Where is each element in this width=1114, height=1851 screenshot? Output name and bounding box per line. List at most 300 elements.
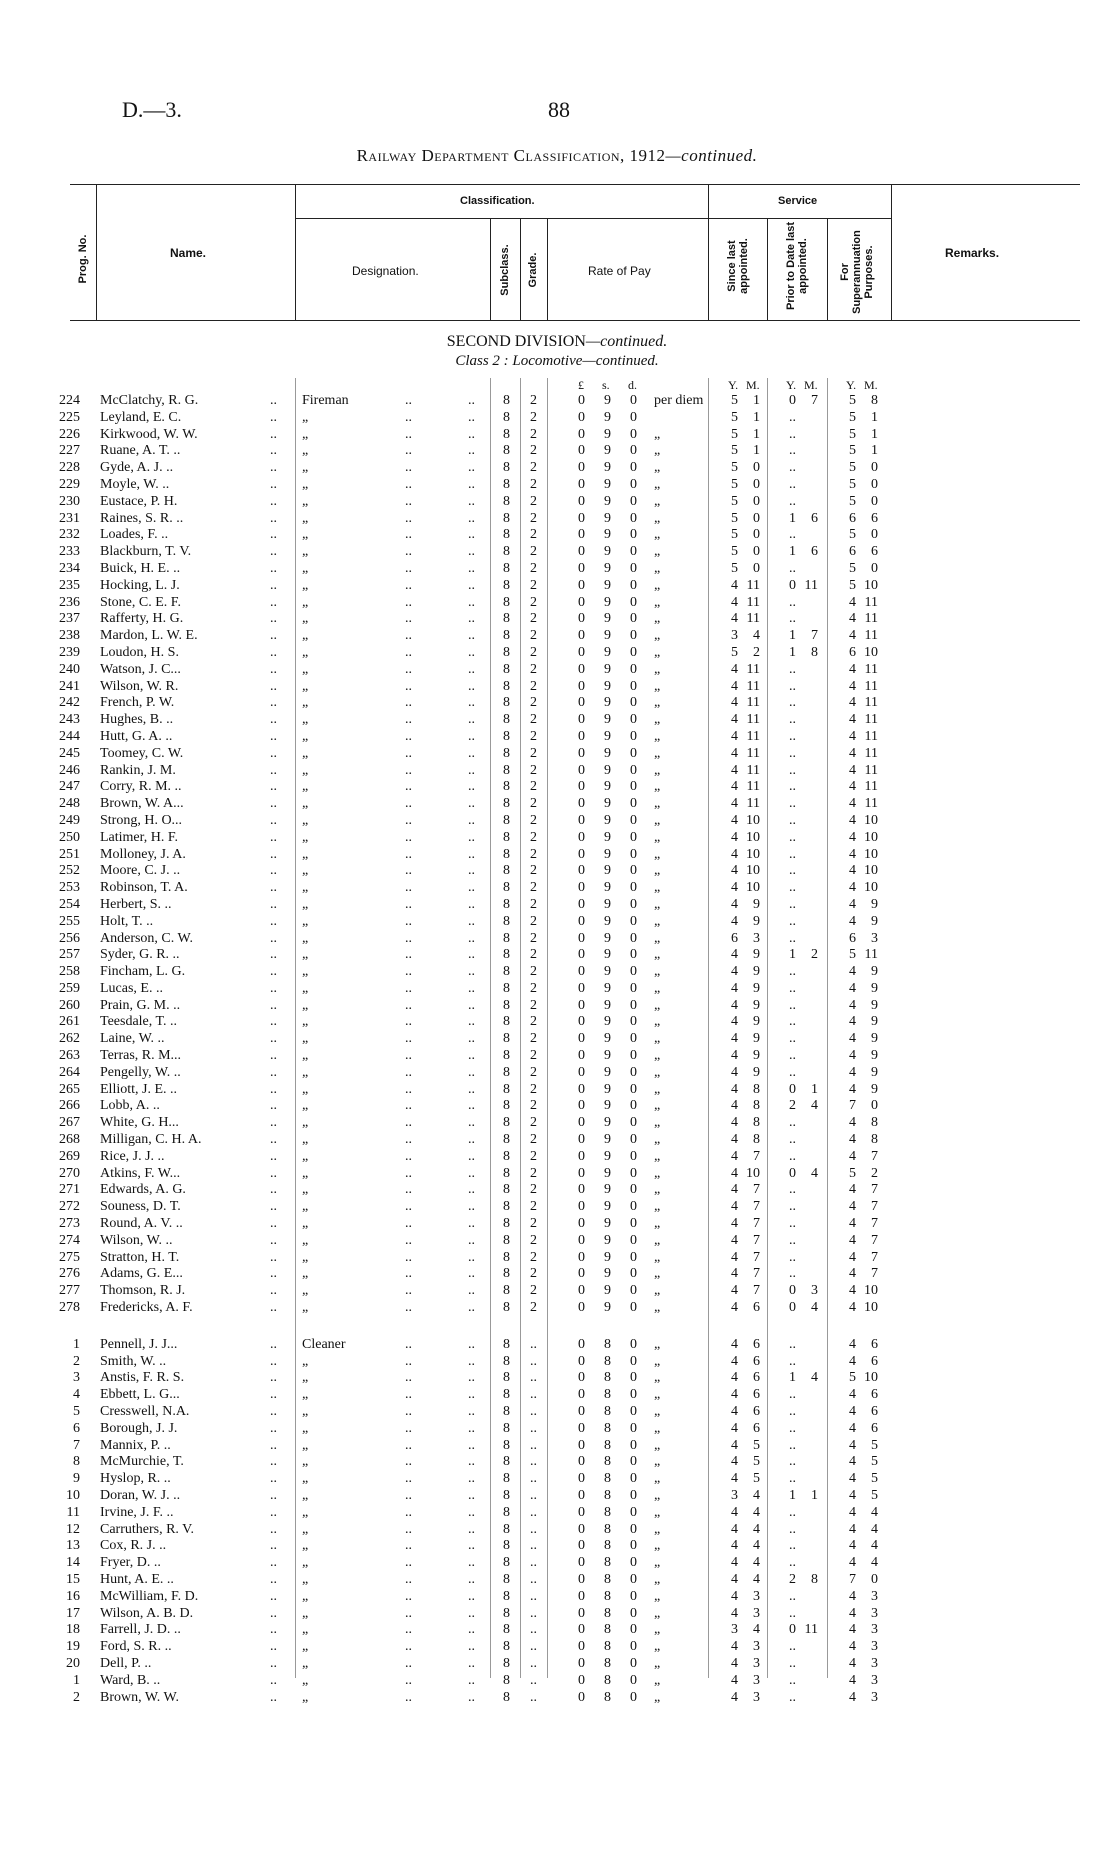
grade-cell: .. — [530, 1370, 537, 1386]
super-months-cell: 4 — [871, 1538, 878, 1554]
super-months-cell: 0 — [871, 493, 878, 509]
pay-unit-cell: „ — [654, 426, 661, 442]
pay-unit-cell: „ — [654, 1605, 661, 1621]
table-row — [0, 1656, 1114, 1673]
designation-cell: „ — [302, 745, 309, 761]
super-years-cell: 4 — [849, 728, 856, 744]
pay-pence-cell: 0 — [630, 1148, 637, 1164]
pay-shillings-cell: 9 — [604, 527, 611, 543]
table-row — [0, 695, 1114, 712]
leader-dots: .. — [405, 863, 412, 879]
page-reference: D.—3. — [122, 97, 182, 122]
prog-no-cell: 12 — [66, 1521, 80, 1537]
unit-super-y: Y. — [846, 378, 857, 392]
table-row — [0, 1065, 1114, 1082]
name-cell: Wilson, W. .. — [100, 1232, 173, 1248]
leader-dots: .. — [405, 728, 412, 744]
since-months-cell: 7 — [753, 1199, 760, 1215]
pay-unit-cell: „ — [654, 460, 661, 476]
subclass-cell: 8 — [503, 1300, 510, 1316]
leader-dots: .. — [270, 661, 277, 677]
leader-dots: .. — [468, 1471, 475, 1487]
table-row — [0, 1488, 1114, 1505]
since-months-cell: 9 — [753, 1048, 760, 1064]
title-lead: Railway Department Classification, 1912 — [356, 146, 666, 165]
pay-pounds-cell: 0 — [578, 964, 585, 980]
pay-pounds-cell: 0 — [578, 1571, 585, 1587]
designation-cell: „ — [302, 1538, 309, 1554]
grade-cell: 2 — [530, 1081, 537, 1097]
since-months-cell: 11 — [746, 678, 760, 694]
super-years-cell: 4 — [849, 846, 856, 862]
name-cell: Latimer, H. F. — [100, 829, 179, 845]
name-cell: Ebbett, L. G... — [100, 1387, 180, 1403]
prior-years-cell: .. — [789, 880, 796, 896]
pay-pounds-cell: 0 — [578, 409, 585, 425]
table-row — [0, 1522, 1114, 1539]
name-cell: Pennell, J. J... — [100, 1336, 178, 1352]
pay-unit-cell: „ — [654, 880, 661, 896]
name-cell: Moyle, W. .. — [100, 476, 170, 492]
pay-shillings-cell: 8 — [604, 1672, 611, 1688]
name-cell: McWilliam, F. D. — [100, 1588, 199, 1604]
leader-dots: .. — [405, 712, 412, 728]
since-months-cell: 7 — [753, 1249, 760, 1265]
designation-cell: „ — [302, 1300, 309, 1316]
grade-cell: .. — [530, 1588, 537, 1604]
subclass-cell: 8 — [503, 1622, 510, 1638]
pay-pence-cell: 0 — [630, 460, 637, 476]
prog-no-cell: 3 — [73, 1370, 80, 1386]
prior-years-cell: .. — [789, 611, 796, 627]
since-years-cell: 4 — [731, 1283, 738, 1299]
designation-cell: „ — [302, 1655, 309, 1671]
pay-shillings-cell: 9 — [604, 829, 611, 845]
designation-cell: „ — [302, 1165, 309, 1181]
designation-cell: „ — [302, 409, 309, 425]
subclass-cell: 8 — [503, 1182, 510, 1198]
header-top-rule — [70, 184, 1080, 185]
designation-cell: „ — [302, 1048, 309, 1064]
super-years-cell: 4 — [849, 812, 856, 828]
leader-dots: .. — [405, 930, 412, 946]
designation-cell: „ — [302, 1420, 309, 1436]
pay-unit-cell: „ — [654, 1555, 661, 1571]
leader-dots: .. — [270, 712, 277, 728]
designation-cell: „ — [302, 1081, 309, 1097]
table-row — [0, 1606, 1114, 1623]
prog-no-cell: 228 — [59, 460, 80, 476]
pay-unit-cell: „ — [654, 913, 661, 929]
leader-dots: .. — [468, 762, 475, 778]
super-months-cell: 9 — [871, 896, 878, 912]
pay-unit-cell: „ — [654, 628, 661, 644]
pay-unit-cell: „ — [654, 980, 661, 996]
leader-dots: .. — [270, 1639, 277, 1655]
prog-no-cell: 251 — [59, 846, 80, 862]
super-years-cell: 4 — [849, 980, 856, 996]
name-cell: Round, A. V. .. — [100, 1216, 183, 1232]
leader-dots: .. — [405, 1387, 412, 1403]
pay-shillings-cell: 8 — [604, 1437, 611, 1453]
table-row — [0, 880, 1114, 897]
pay-unit-cell: „ — [654, 544, 661, 560]
super-years-cell: 4 — [849, 1216, 856, 1232]
col-divider — [827, 219, 828, 320]
prog-no-cell: 248 — [59, 796, 80, 812]
prior-months-cell: 4 — [811, 1098, 818, 1114]
designation-cell: „ — [302, 611, 309, 627]
prior-years-cell: .. — [789, 930, 796, 946]
super-months-cell: 11 — [864, 745, 878, 761]
subclass-cell: 8 — [503, 695, 510, 711]
leader-dots: .. — [270, 880, 277, 896]
leader-dots: .. — [270, 796, 277, 812]
leader-dots: .. — [270, 1404, 277, 1420]
super-months-cell: 8 — [871, 393, 878, 408]
unit-prior-m: M. — [804, 378, 818, 392]
since-months-cell: 11 — [746, 577, 760, 593]
since-years-cell: 4 — [731, 678, 738, 694]
pay-shillings-cell: 8 — [604, 1689, 611, 1705]
pay-unit-cell: „ — [654, 728, 661, 744]
col-divider — [520, 219, 521, 320]
since-years-cell: 4 — [731, 1437, 738, 1453]
super-months-cell: 5 — [871, 1488, 878, 1503]
pay-unit-cell: „ — [654, 745, 661, 761]
since-years-cell: 4 — [731, 1571, 738, 1587]
since-years-cell: 4 — [731, 745, 738, 761]
since-years-cell: 4 — [731, 1132, 738, 1148]
super-months-cell: 3 — [871, 1622, 878, 1638]
since-years-cell: 3 — [731, 1622, 738, 1638]
subclass-cell: 8 — [503, 460, 510, 476]
name-cell: French, P. W. — [100, 695, 175, 711]
pay-shillings-cell: 9 — [604, 880, 611, 896]
leader-dots: .. — [468, 1588, 475, 1604]
designation-cell: „ — [302, 1098, 309, 1114]
title-tail: —continued. — [665, 146, 758, 165]
pay-pounds-cell: 0 — [578, 728, 585, 744]
leader-dots: .. — [405, 678, 412, 694]
super-years-cell: 4 — [849, 1081, 856, 1097]
table-row — [0, 1283, 1114, 1300]
pay-pounds-cell: 0 — [578, 1199, 585, 1215]
pay-pence-cell: 0 — [630, 1521, 637, 1537]
prior-years-cell: 0 — [789, 1165, 796, 1181]
grade-cell: 2 — [530, 1014, 537, 1030]
grade-cell: 2 — [530, 695, 537, 711]
table-row — [0, 1555, 1114, 1572]
since-months-cell: 4 — [753, 1488, 760, 1503]
pay-unit-cell: „ — [654, 1471, 661, 1487]
table-row — [0, 729, 1114, 746]
since-years-cell: 4 — [731, 947, 738, 963]
since-months-cell: 5 — [753, 1454, 760, 1470]
since-years-cell: 4 — [731, 1199, 738, 1215]
since-years-cell: 4 — [731, 1148, 738, 1164]
pay-pence-cell: 0 — [630, 1165, 637, 1181]
since-years-cell: 4 — [731, 594, 738, 610]
prior-years-cell: .. — [789, 997, 796, 1013]
super-months-cell: 10 — [864, 1283, 878, 1299]
pay-pence-cell: 0 — [630, 812, 637, 828]
table-row — [0, 1014, 1114, 1031]
leader-dots: .. — [405, 745, 412, 761]
subclass-cell: 8 — [503, 896, 510, 912]
leader-dots: .. — [468, 1132, 475, 1148]
name-cell: Fryer, D. .. — [100, 1555, 161, 1571]
leader-dots: .. — [405, 1081, 412, 1097]
pay-pence-cell: 0 — [630, 745, 637, 761]
pay-pence-cell: 0 — [630, 1404, 637, 1420]
pay-unit-cell: „ — [654, 947, 661, 963]
grade-cell: 2 — [530, 1132, 537, 1148]
leader-dots: .. — [270, 947, 277, 963]
designation-cell: „ — [302, 1555, 309, 1571]
leader-dots: .. — [270, 745, 277, 761]
leader-dots: .. — [468, 796, 475, 812]
super-months-cell: 11 — [864, 611, 878, 627]
pay-pounds-cell: 0 — [578, 1488, 585, 1503]
pay-pounds-cell: 0 — [578, 829, 585, 845]
leader-dots: .. — [405, 527, 412, 543]
super-years-cell: 5 — [849, 476, 856, 492]
pay-pounds-cell: 0 — [578, 1555, 585, 1571]
leader-dots: .. — [270, 460, 277, 476]
name-cell: Smith, W. .. — [100, 1353, 167, 1369]
pay-unit-cell: „ — [654, 796, 661, 812]
pay-pounds-cell: 0 — [578, 1504, 585, 1520]
super-months-cell: 11 — [864, 762, 878, 778]
table-row — [0, 1690, 1114, 1707]
pay-pence-cell: 0 — [630, 527, 637, 543]
name-cell: Molloney, J. A. — [100, 846, 186, 862]
pay-shillings-cell: 9 — [604, 594, 611, 610]
leader-dots: .. — [270, 1249, 277, 1265]
pay-pence-cell: 0 — [630, 1689, 637, 1705]
pay-unit-cell: „ — [654, 1249, 661, 1265]
name-cell: Hyslop, R. .. — [100, 1471, 171, 1487]
name-cell: Adams, G. E... — [100, 1266, 183, 1282]
pay-shillings-cell: 9 — [604, 426, 611, 442]
leader-dots: .. — [270, 544, 277, 560]
prior-years-cell: 0 — [789, 1300, 796, 1316]
pay-shillings-cell: 8 — [604, 1555, 611, 1571]
name-cell: Hutt, G. A. .. — [100, 728, 173, 744]
since-months-cell: 11 — [746, 762, 760, 778]
since-months-cell: 4 — [753, 1555, 760, 1571]
leader-dots: .. — [270, 1182, 277, 1198]
prior-years-cell: .. — [789, 1048, 796, 1064]
leader-dots: .. — [405, 560, 412, 576]
pay-pence-cell: 0 — [630, 1064, 637, 1080]
designation-cell: „ — [302, 1571, 309, 1587]
subclass-cell: 8 — [503, 1504, 510, 1520]
super-months-cell: 11 — [864, 695, 878, 711]
since-months-cell: 0 — [753, 527, 760, 543]
leader-dots: .. — [468, 1605, 475, 1621]
designation-cell: „ — [302, 880, 309, 896]
leader-dots: .. — [270, 1266, 277, 1282]
grade-cell: .. — [530, 1639, 537, 1655]
leader-dots: .. — [468, 1504, 475, 1520]
prog-no-cell: 234 — [59, 560, 80, 576]
table-row — [0, 578, 1114, 595]
prog-no-cell: 243 — [59, 712, 80, 728]
page-number: 88 — [548, 97, 570, 122]
col-divider — [767, 219, 768, 320]
pay-shillings-cell: 8 — [604, 1454, 611, 1470]
name-cell: Hunt, A. E. .. — [100, 1571, 174, 1587]
table-row — [0, 1354, 1114, 1371]
pay-pence-cell: 0 — [630, 628, 637, 644]
table-row — [0, 527, 1114, 544]
since-years-cell: 4 — [731, 762, 738, 778]
pay-pounds-cell: 0 — [578, 779, 585, 795]
super-months-cell: 7 — [871, 1266, 878, 1282]
leader-dots: .. — [270, 1081, 277, 1097]
pay-pounds-cell: 0 — [578, 1437, 585, 1453]
pay-pounds-cell: 0 — [578, 493, 585, 509]
since-months-cell: 11 — [746, 611, 760, 627]
leader-dots: .. — [405, 628, 412, 644]
super-months-cell: 0 — [871, 460, 878, 476]
since-months-cell: 11 — [746, 779, 760, 795]
pay-shillings-cell: 9 — [604, 661, 611, 677]
super-months-cell: 6 — [871, 544, 878, 560]
super-months-cell: 10 — [864, 812, 878, 828]
subclass-cell: 8 — [503, 661, 510, 677]
subclass-cell: 8 — [503, 1555, 510, 1571]
prog-no-cell: 1 — [73, 1672, 80, 1688]
leader-dots: .. — [468, 712, 475, 728]
prog-no-cell: 2 — [73, 1689, 80, 1705]
prior-months-cell: 1 — [811, 1488, 818, 1503]
leader-dots: .. — [405, 913, 412, 929]
prog-no-cell: 262 — [59, 1031, 80, 1047]
name-cell: Thomson, R. J. — [100, 1283, 186, 1299]
since-years-cell: 4 — [731, 1266, 738, 1282]
leader-dots: .. — [405, 1014, 412, 1030]
since-months-cell: 11 — [746, 695, 760, 711]
super-months-cell: 6 — [871, 1404, 878, 1420]
col-divider — [547, 219, 548, 320]
since-months-cell: 9 — [753, 896, 760, 912]
since-months-cell: 7 — [753, 1283, 760, 1299]
name-cell: Buick, H. E. .. — [100, 560, 181, 576]
pay-pence-cell: 0 — [630, 1336, 637, 1352]
pay-shillings-cell: 9 — [604, 1148, 611, 1164]
subclass-cell: 8 — [503, 1249, 510, 1265]
table-row — [0, 427, 1114, 444]
leader-dots: .. — [405, 1216, 412, 1232]
prior-years-cell: .. — [789, 829, 796, 845]
since-years-cell: 4 — [731, 1336, 738, 1352]
prog-no-cell: 273 — [59, 1216, 80, 1232]
prior-years-cell: 1 — [789, 947, 796, 963]
prior-years-cell: .. — [789, 476, 796, 492]
since-months-cell: 5 — [753, 1471, 760, 1487]
header-prog-no: Prog. No. — [77, 234, 89, 284]
prog-no-cell: 1 — [73, 1336, 80, 1352]
super-months-cell: 10 — [864, 829, 878, 845]
table-row — [0, 645, 1114, 662]
leader-dots: .. — [468, 1115, 475, 1131]
pay-pence-cell: 0 — [630, 1471, 637, 1487]
pay-shillings-cell: 9 — [604, 644, 611, 660]
designation-cell: „ — [302, 443, 309, 459]
super-years-cell: 4 — [849, 964, 856, 980]
subclass-cell: 8 — [503, 947, 510, 963]
since-years-cell: 5 — [731, 527, 738, 543]
subclass-cell: 8 — [503, 863, 510, 879]
leader-dots: .. — [270, 695, 277, 711]
prog-no-cell: 7 — [73, 1437, 80, 1453]
super-months-cell: 5 — [871, 1454, 878, 1470]
table-row — [0, 1337, 1114, 1354]
name-cell: Wilson, A. B. D. — [100, 1605, 194, 1621]
pay-shillings-cell: 9 — [604, 1132, 611, 1148]
designation-cell: „ — [302, 1437, 309, 1453]
leader-dots: .. — [468, 913, 475, 929]
since-years-cell: 4 — [731, 1098, 738, 1114]
designation-cell: „ — [302, 460, 309, 476]
leader-dots: .. — [405, 1283, 412, 1299]
prog-no-cell: 258 — [59, 964, 80, 980]
since-years-cell: 4 — [731, 964, 738, 980]
designation-cell: „ — [302, 426, 309, 442]
prior-years-cell: 2 — [789, 1098, 796, 1114]
pay-unit-cell: „ — [654, 779, 661, 795]
pay-shillings-cell: 9 — [604, 1081, 611, 1097]
since-months-cell: 7 — [753, 1232, 760, 1248]
pay-pounds-cell: 0 — [578, 476, 585, 492]
prog-no-cell: 229 — [59, 476, 80, 492]
pay-pence-cell: 0 — [630, 1488, 637, 1503]
prior-months-cell: 1 — [811, 1081, 818, 1097]
pay-unit-cell: „ — [654, 493, 661, 509]
leader-dots: .. — [405, 1098, 412, 1114]
super-years-cell: 6 — [849, 644, 856, 660]
prog-no-cell: 8 — [73, 1454, 80, 1470]
since-months-cell: 2 — [753, 644, 760, 660]
subclass-cell: 8 — [503, 1387, 510, 1403]
super-years-cell: 4 — [849, 1266, 856, 1282]
grade-cell: 2 — [530, 1064, 537, 1080]
prior-years-cell: .. — [789, 1387, 796, 1403]
grade-cell: 2 — [530, 544, 537, 560]
pay-pence-cell: 0 — [630, 728, 637, 744]
pay-shillings-cell: 9 — [604, 1098, 611, 1114]
subclass-cell: 8 — [503, 594, 510, 610]
super-years-cell: 4 — [849, 594, 856, 610]
prior-years-cell: 1 — [789, 644, 796, 660]
pay-shillings-cell: 8 — [604, 1504, 611, 1520]
since-months-cell: 9 — [753, 913, 760, 929]
designation-cell: „ — [302, 997, 309, 1013]
since-months-cell: 1 — [753, 393, 760, 408]
since-years-cell: 3 — [731, 628, 738, 644]
prior-years-cell: 0 — [789, 1283, 796, 1299]
super-months-cell: 7 — [871, 1216, 878, 1232]
since-months-cell: 9 — [753, 1064, 760, 1080]
leader-dots: .. — [405, 1336, 412, 1352]
since-months-cell: 11 — [746, 594, 760, 610]
pay-pounds-cell: 0 — [578, 980, 585, 996]
since-years-cell: 4 — [731, 1014, 738, 1030]
leader-dots: .. — [405, 476, 412, 492]
